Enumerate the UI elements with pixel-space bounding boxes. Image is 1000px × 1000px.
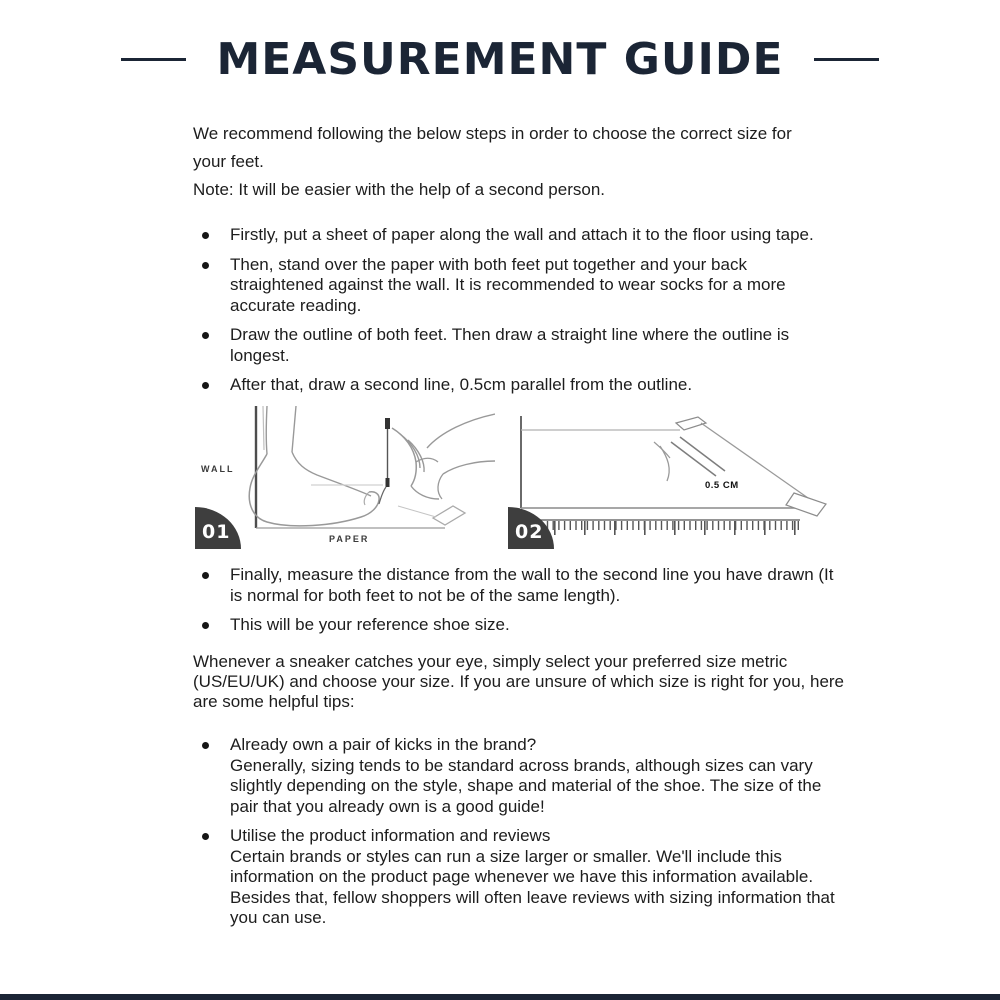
step-text: After that, draw a second line, 0.5cm parallel from the outline. [230,375,693,394]
list-item [193,225,841,246]
steps-list-before-figures [193,225,841,405]
page-title: MEASUREMENT GUIDE [216,34,784,85]
steps-list-after-figures [193,565,841,645]
step-text: Firstly, put a sheet of paper along the wall and attach it to the floor using tape. [230,225,814,244]
footer-accent-bar [0,994,1000,1000]
step-text: Then, stand over the paper with both feet put together and your back straightened against the wall. It is recommended to wear socks for a more accurate reading. [230,254,786,315]
bullet-dot-icon [193,325,230,366]
foot-wall-sketch [193,406,495,546]
list-item [193,325,841,366]
tip-body: Generally, sizing tends to be standard across brands, although sizes can vary slightly depending on the style, shape and material of the shoe. The size of the pair that you already own is a good guide! [230,755,822,816]
bullet-dot-icon [193,735,230,817]
list-item [193,826,841,929]
intro-note: Note: It will be easier with the help of a second person. [193,180,606,199]
tip-title: Already own a pair of kicks in the brand? [230,735,537,754]
list-item [193,255,841,317]
bullet-dot-icon [193,225,230,246]
tip-text [230,826,841,929]
paper-label: PAPER [329,534,370,544]
bullet-dot-icon [193,826,230,929]
tips-list [193,735,841,938]
page-header [0,34,1000,85]
figure-1-number-badge: 01 [195,507,241,549]
half-cm-label: 0.5 CM [705,480,739,491]
figure-foot-measurement-illustration [193,406,495,546]
bullet-dot-icon [193,615,230,636]
bullet-dot-icon [193,375,230,396]
tip-text [230,735,841,817]
ruler-sketch [508,406,845,546]
step-text: This will be your reference shoe size. [230,615,510,634]
tip-body: Certain brands or styles can run a size larger or smaller. We'll include this information on the product page whenever we have this information available. Besides that, fellow shoppers will often leave reviews with sizing information that you can use. [230,846,835,927]
list-item [193,565,841,606]
figure-ruler-illustration [508,406,845,546]
step-text: Finally, measure the distance from the wall to the second line you have drawn (It is normal for both feet to not be of the same length). [230,565,834,605]
title-rule-right [814,58,879,61]
figure-2-number-badge: 02 [508,507,554,549]
intro-text: We recommend following the below steps in order to choose the correct size for your feet. [193,124,792,171]
list-item [193,375,841,396]
tips-intro-paragraph: Whenever a sneaker catches your eye, simply select your preferred size metric (US/EU/UK) and choose your size. If you are unsure of which size is right for you, here are some helpful tips: [193,652,845,711]
wall-label: WALL [201,464,235,474]
title-rule-left [121,58,186,61]
bullet-dot-icon [193,255,230,317]
intro-block [193,120,825,204]
list-item [193,615,841,636]
step-text: Draw the outline of both feet. Then draw a straight line where the outline is longest. [230,325,790,365]
tip-title: Utilise the product information and reviews [230,826,551,845]
bullet-dot-icon [193,565,230,606]
list-item [193,735,841,817]
